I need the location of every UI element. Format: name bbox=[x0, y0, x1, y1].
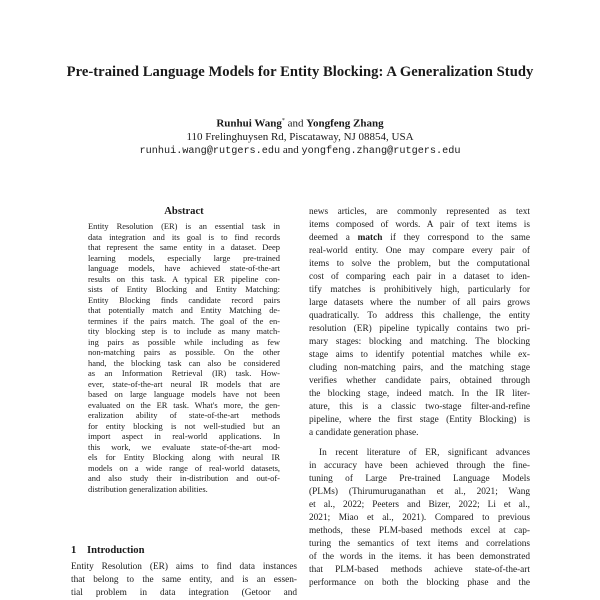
text-line: performance on both the blocking phase and the bbox=[309, 578, 530, 588]
author-name: Runhui Wang bbox=[216, 117, 282, 130]
text-line: the blocking stage, indeed match. In the IR liter- bbox=[309, 389, 530, 399]
author-emails bbox=[0, 144, 600, 158]
author-name: Yongfeng Zhang bbox=[306, 117, 384, 130]
text-line: methods, these PLM-based methods excel at cap- bbox=[309, 526, 530, 536]
text-line: as an Information Retrieval (IR) task. How- bbox=[88, 368, 280, 379]
text-line: import aspect in real-world applications. In bbox=[88, 431, 280, 442]
paper-title: Pre-trained Language Models for Entity Blocking: A Generalization Study bbox=[66, 64, 534, 80]
text-line: els for Entity Blocking along with neural IR bbox=[88, 452, 280, 463]
text-line: large datasets where the number of all pairs grows bbox=[309, 298, 530, 308]
text-line: mary stages: blocking and matching. The blocking bbox=[309, 337, 530, 347]
text-line: sists of Entity Blocking and Entity Matching: bbox=[88, 284, 280, 295]
section-number: 1 bbox=[71, 545, 77, 556]
text-line: in accuracy have been achieved through the fine- bbox=[309, 461, 530, 471]
text-line: non-matching pairs as possible. On the other bbox=[88, 347, 280, 358]
text-line: real-world entity. One may compare every pair of bbox=[309, 246, 530, 256]
abstract-body bbox=[88, 221, 280, 494]
text-line: termines if the pairs match. The goal of the en- bbox=[88, 315, 280, 326]
author-names bbox=[0, 115, 600, 131]
author-conjunction: and bbox=[282, 143, 299, 156]
text-line: ing pairs as possible while including as few bbox=[88, 336, 280, 347]
text-line: et al., 2022; Peeters and Bizer, 2022; Li et al., bbox=[309, 500, 530, 510]
text-line: learning models, especially large pre-trained bbox=[88, 252, 280, 263]
section-title: Introduction bbox=[87, 545, 145, 556]
text-line: evaluated on the ER task. What's more, the gen- bbox=[88, 399, 280, 410]
text-line: deemed a match if they correspond to the same bbox=[309, 233, 530, 243]
text-line: for entity blocking is not well-studied but an bbox=[88, 420, 280, 431]
text-line: Entity Resolution (ER) is an essential task in bbox=[88, 221, 280, 231]
text-line: Entity Resolution (ER) aims to find data instances bbox=[71, 562, 297, 572]
text-line: 2021; Miao et al., 2021). Compared to previous bbox=[309, 513, 530, 523]
author-conjunction: and bbox=[287, 117, 304, 130]
text-line: stage aims to identify potential matches while ex- bbox=[309, 350, 530, 360]
abstract-heading: Abstract bbox=[164, 206, 204, 217]
text-line: verifies whether candidate pairs, obtained through bbox=[309, 376, 530, 386]
author-email: runhui.wang@rutgers.edu bbox=[139, 145, 281, 157]
text-line: results on this task. A typical ER pipeline con- bbox=[88, 273, 280, 284]
text-line: data integration and its goal is to find records bbox=[88, 231, 280, 242]
text-line: ature, this is a classic two-stage filter-and-refine bbox=[309, 402, 530, 412]
text-line: pipeline, where the first stage (Entity Blocking) is bbox=[309, 415, 530, 425]
text-line: that belong to the same entity, and is an essen- bbox=[71, 575, 297, 585]
paragraph bbox=[309, 447, 530, 590]
text-line: language models, have achieved state-of-the-art bbox=[88, 263, 280, 274]
text-line: In recent literature of ER, significant advances bbox=[319, 448, 530, 458]
text-line: and also study their in-distribution and out-of- bbox=[88, 473, 280, 484]
text-line: eralization ability of state-of-the-art methods bbox=[88, 410, 280, 421]
text-line: quadratically. To address this challenge, the entity bbox=[309, 311, 530, 321]
text-line: news articles, are commonly represented as text bbox=[309, 207, 530, 217]
text-line: that potentially match and Entity Matching de- bbox=[88, 305, 280, 316]
text-line: hand, the blocking task can also be considered bbox=[88, 357, 280, 368]
text-line: of the words in the items. it has been demonstrated bbox=[309, 552, 530, 562]
text-line: turing the semantics of text items and correlations bbox=[309, 539, 530, 549]
text-line: cluding non-matching pairs, and the matching stage bbox=[309, 363, 530, 373]
author-email: yongfeng.zhang@rutgers.edu bbox=[301, 145, 461, 157]
text-line: distribution generalization abilities. bbox=[88, 483, 208, 494]
text-line: that PLM-based methods achieve state-of-the-art bbox=[309, 565, 530, 575]
text-line: based on large language models have not been bbox=[88, 389, 280, 400]
text-line: tity blocking step is to include as many match- bbox=[88, 326, 280, 337]
text-line: that represent the same entity in a dataset. Deep bbox=[88, 242, 280, 253]
text-line: items composed of words. A pair of text items is bbox=[309, 220, 530, 230]
section-heading-introduction bbox=[71, 545, 145, 556]
text-line: ever, state-of-the-art neural IR models that are bbox=[88, 378, 280, 389]
text-line: tial problem in data integration (Getoor and bbox=[71, 588, 297, 598]
text-line: cost of comparing each pair in a dataset to iden- bbox=[309, 272, 530, 282]
text-line: resolution (ER) pipeline typically contains two pri- bbox=[309, 324, 530, 334]
right-column bbox=[309, 206, 530, 590]
author-address: 110 Frelinghuysen Rd, Piscataway, NJ 08854, USA bbox=[186, 130, 414, 143]
text-line: tify matches is prohibitively high, particularly for bbox=[309, 285, 530, 295]
text-line: Entity Blocking finds candidate record pairs bbox=[88, 294, 280, 305]
text-line: items to solve the problem, but the computational bbox=[309, 259, 530, 269]
text-line: (PLMs) (Thirumuruganathan et al., 2021; Wang bbox=[309, 487, 530, 497]
introduction-body bbox=[71, 561, 297, 600]
author-footnote-mark: * bbox=[281, 118, 285, 124]
text-line: models on a wide range of real-world datasets, bbox=[88, 462, 280, 473]
text-line: tuning of Large Pre-trained Language Models bbox=[309, 474, 530, 484]
author-block bbox=[0, 115, 600, 158]
text-line: this work, we evaluate state-of-the-art mod- bbox=[88, 441, 280, 452]
paragraph bbox=[309, 206, 530, 440]
text-line: a candidate generation phase. bbox=[309, 428, 419, 438]
